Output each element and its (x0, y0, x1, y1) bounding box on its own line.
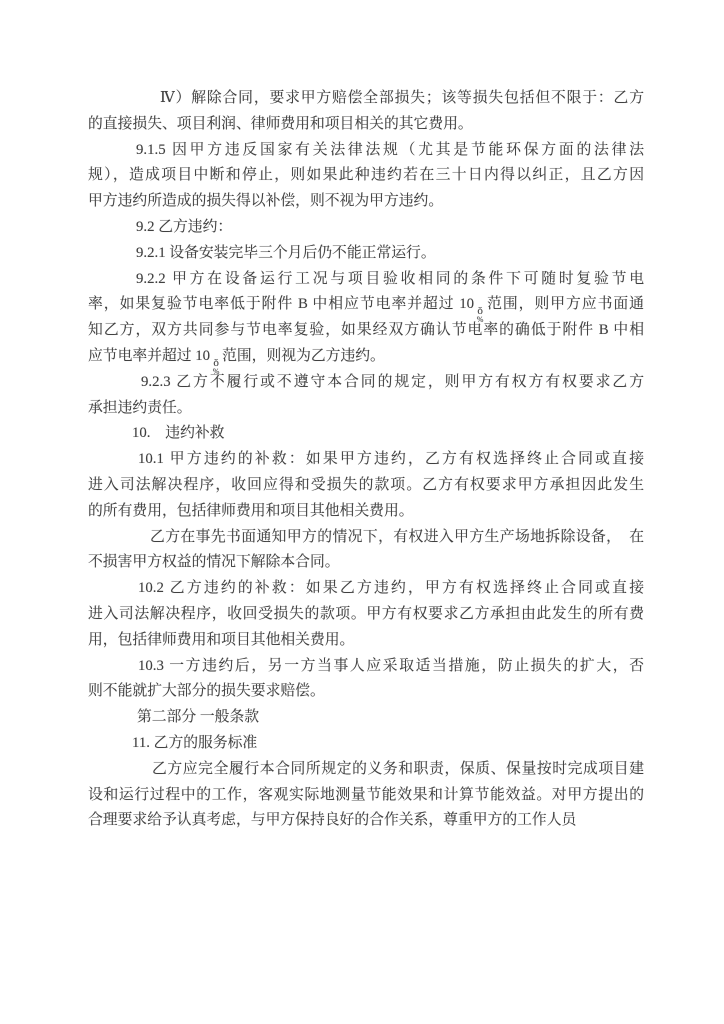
document-line: 甲方违约所造成的损失得以补偿，则不视为甲方违约。 (88, 193, 444, 210)
document-line: 11. 乙方的服务标准 (132, 734, 258, 751)
percent-glyph: ǒ % (476, 305, 484, 325)
document-line: 9.2.1 设备安装完毕三个月后仍不能正常运行。 (136, 244, 436, 261)
document-line: 第二部分 一般条款 (137, 709, 260, 726)
document-line: 进入司法解决程序，收回应得和受损失的款项。乙方有权要求甲方承担因此发生 (88, 476, 644, 493)
document-line: 应节电率并超过 10 ǒ % 范围，则视为乙方违约。 (88, 347, 385, 376)
percent-glyph: ǒ % (212, 356, 220, 376)
document-line: 则不能就扩大部分的损失要求赔偿。 (88, 683, 325, 700)
document-line: 9.2.2 甲方在设备运行工况与项目验收相同的条件下可随时复验节电 (136, 270, 644, 287)
document-line: 设和运行过程中的工作，客观实际地测量节能效果和计算节能效益。对甲方提出的 (88, 786, 644, 803)
document-line: 10.3 一方违约后，另一方当事人应采取适当措施，防止损失的扩大，否 (138, 657, 644, 674)
document-text (88, 86, 644, 834)
document-line: 进入司法解决程序，收回受损失的款项。甲方有权要求乙方承担由此发生的所有费 (88, 605, 644, 622)
document-page (88, 86, 644, 834)
document-line: 乙方在事先书面通知甲方的情况下，有权进入甲方生产场地拆除设备， 在 (150, 528, 644, 545)
document-line: 9.1.5 因甲方违反国家有关法律法规（尤其是节能环保方面的法律法 (136, 141, 644, 158)
document-line: 的所有费用，包括律师费用和项目其他相关费用。 (88, 502, 414, 519)
document-line: 知乙方，双方共同参与节电率复验，如果经双方确认节电率的确低于附件 B 中相 (88, 322, 644, 339)
document-line: 用，包括律师费用和项目其他相关费用。 (88, 631, 355, 648)
document-line: 9.2 乙方违约： (136, 218, 233, 235)
document-line: 10.1 甲方违约的补救：如果甲方违约，乙方有权选择终止合同或直接 (138, 451, 644, 468)
document-line: 10.2 乙方违约的补救：如果乙方违约，甲方有权选择终止合同或直接 (138, 580, 644, 597)
document-line: 率，如果复验节电率低于附件 B 中相应节电率并超过 10 ǒ % 范围，则甲方应书面通 (88, 296, 644, 325)
document-line: 乙方应完全履行本合同所规定的义务和职责，保质、保量按时完成项目建 (152, 760, 644, 777)
document-line: 合理要求给予认真考虑，与甲方保持良好的合作关系，尊重甲方的工作人员 (88, 812, 577, 829)
document-line: 规），造成项目中断和停止，则如果此种违约若在三十日内得以纠正，且乙方因 (88, 167, 644, 184)
document-line: Ⅳ）解除合同，要求甲方赔偿全部损失；该等损失包括但不限于：乙方 (160, 90, 644, 106)
document-line: 不损害甲方权益的情况下解除本合同。 (88, 554, 340, 571)
document-line: 9.2.3 乙方不履行或不遵守本合同的规定，则甲方有权方有权要求乙方 (141, 373, 644, 390)
document-line: 承担违约责任。 (88, 399, 192, 416)
document-line: 的直接损失、项目利润、律师费用和项目相关的其它费用。 (88, 115, 473, 132)
document-line: 10. 违约补救 (132, 425, 225, 442)
